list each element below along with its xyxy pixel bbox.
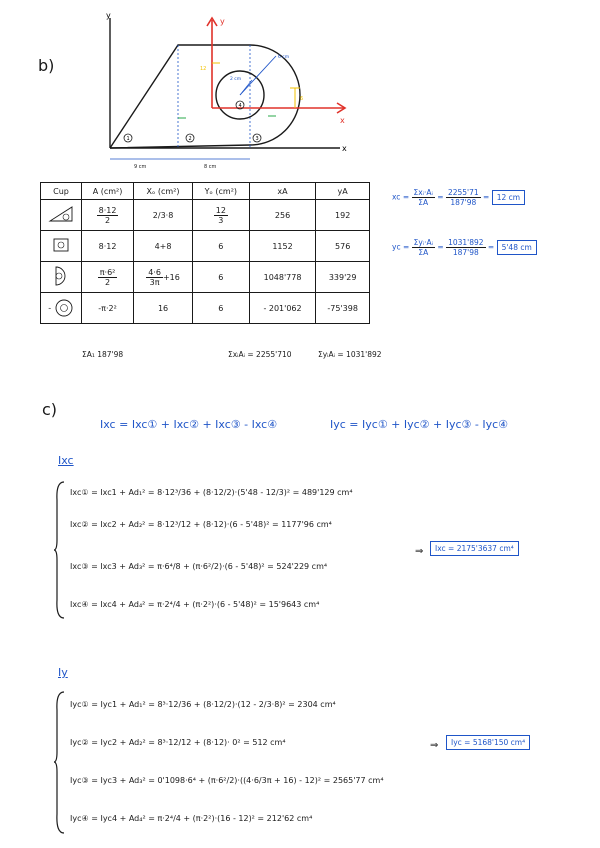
ya-cell: 339'29 <box>316 262 370 293</box>
area-cell: $\frac{8\cdot 12}{2}$ <box>82 200 134 231</box>
ixc-line-2: Ixc② = Ixc2 + Ad₂² = 8·12³/12 + (8·12)·(6 - 5'48)² = 1177'96 cm⁴ <box>70 520 332 529</box>
iyc-result <box>446 738 530 747</box>
yc-value-box: 5'48 cm <box>497 240 537 255</box>
table-header-row <box>41 183 370 200</box>
table-row <box>41 200 370 231</box>
iyc-brace <box>54 690 66 835</box>
table-row <box>41 293 370 324</box>
xa-cell: - 201'062 <box>249 293 316 324</box>
table-row <box>41 262 370 293</box>
ya-cell: 576 <box>316 231 370 262</box>
hole-radius-label: 2 cm <box>230 77 242 82</box>
table-row <box>41 231 370 262</box>
ixc-section-title: Ixc <box>58 454 74 467</box>
dim-left-label: 9 cm <box>134 164 147 170</box>
sum-xa: ΣxᵢAᵢ = 2255'710 <box>228 350 292 359</box>
ya-cell: 192 <box>316 200 370 231</box>
table-header: yA <box>316 183 370 200</box>
ixc-line-3: Ixc③ = Ixc3 + Ad₃² = π·6⁴/8 + (π·6²/2)·(6 - 5'48)² = 524'229 cm⁴ <box>70 562 328 571</box>
table-header: Yₒ (cm²) <box>192 183 249 200</box>
iyc-line-1: Iyc① = Iyc1 + Ad₁² = 8³·12/36 + (8·12/2)·(12 - 2/3·8)² = 2304 cm⁴ <box>70 700 336 709</box>
part-b-label: b) <box>38 56 55 75</box>
area-cell: 8·12 <box>82 231 134 262</box>
iyc-arrow-icon: ⇒ <box>430 740 439 751</box>
composite-shape-diagram <box>90 8 380 173</box>
yo-cell: $\frac{12}{3}$ <box>192 200 249 231</box>
xo-cell: 16 <box>134 293 193 324</box>
ixc-formula: Ixc = Ixc① + Ixc② + Ixc③ - Ixc④ <box>100 418 278 431</box>
xo-cell: 2/3·8 <box>134 200 193 231</box>
piece-1-label: 1 <box>126 136 130 142</box>
xc-value-box: 12 cm <box>492 190 525 205</box>
x-axis-label: x <box>342 144 347 153</box>
area-cell: $\frac{\text{π·6²}}{2}$ <box>82 262 134 293</box>
iyc-line-3: Iyc③ = Iyc3 + Ad₃² = 0'1098·6⁴ + (π·6²/2)·((4·6/3π + 16) - 12)² = 2565'77 cm⁴ <box>70 776 384 785</box>
semicircle-shape-cell <box>41 262 82 293</box>
piece-3-label: 3 <box>255 136 259 142</box>
radius-label: 6 cm <box>278 55 290 60</box>
sum-area: ΣA₁ 187'98 <box>82 350 124 359</box>
hole-radius-line <box>240 80 252 95</box>
xo-cell: $\frac{4\cdot 6}{3\pi}$ +16 <box>134 262 193 293</box>
ixc-line-1: Ixc① = Ixc1 + Ad₁² = 8·12³/36 + (8·12/2)·(5'48 - 12/3)² = 489'129 cm⁴ <box>70 488 353 497</box>
table-header: Xₒ (cm²) <box>134 183 193 200</box>
iyc-line-4: Iyc④ = Iyc4 + Ad₄² = π·2⁴/4 + (π·2²)·(16 - 12)² = 212'62 cm⁴ <box>70 814 313 823</box>
piece-2-label: 2 <box>188 136 192 142</box>
iyc-line-2: Iyc② = Iyc2 + Ad₂² = 8³·12/12 + (8·12)· 0² = 512 cm⁴ <box>70 738 286 747</box>
sum-ya: ΣyᵢAᵢ = 1031'892 <box>318 350 382 359</box>
triangle-shape-cell <box>41 200 82 231</box>
yo-cell: 6 <box>192 293 249 324</box>
ixc-line-4: Ixc④ = Ixc4 + Ad₄² = π·2⁴/4 + (π·2²)·(6 - 5'48)² = 15'9643 cm⁴ <box>70 600 320 609</box>
table-header: xA <box>249 183 316 200</box>
iyc-section-title: Iy <box>58 666 68 679</box>
table-header: A (cm²) <box>82 183 134 200</box>
xc-result: xc = $\frac{\text{Σxᵢ·Aᵢ}}{\Sigma A}$ = $\frac{2255'71}{187'98}$ = 12 cm <box>392 188 525 207</box>
centroid-x-label: x <box>340 116 345 125</box>
dim-right-label: 8 cm <box>204 164 217 170</box>
iyc-result-box: Iyc = 5168'150 cm⁴ <box>446 735 530 750</box>
area-cell: -π·2² <box>82 293 134 324</box>
ixc-result <box>430 544 519 553</box>
yo-cell: 6 <box>192 231 249 262</box>
yo-cell: 6 <box>192 262 249 293</box>
xo-cell: 4+8 <box>134 231 193 262</box>
xa-cell: 256 <box>249 200 316 231</box>
radius-line <box>240 56 276 95</box>
iyc-formula: Iyc = Iyc① + Iyc② + Iyc③ - Iyc④ <box>330 418 509 431</box>
centroid-table <box>40 182 370 324</box>
yellow-dim-h: 12 <box>200 66 207 72</box>
ya-cell: -75'398 <box>316 293 370 324</box>
hole-shape-cell: - <box>41 293 82 324</box>
ixc-arrow-icon: ⇒ <box>415 546 424 557</box>
y-axis-label: y <box>106 11 111 20</box>
ixc-result-box: Ixc = 2175'3637 cm⁴ <box>430 541 519 556</box>
xa-cell: 1048'778 <box>249 262 316 293</box>
xa-cell: 1152 <box>249 231 316 262</box>
ixc-brace <box>54 480 66 620</box>
centroid-y-label: y <box>220 17 225 26</box>
table-header: Cup <box>41 183 82 200</box>
piece-4-label: 4 <box>238 103 242 109</box>
part-c-label: c) <box>42 400 58 419</box>
yellow-dim-yc: 6 <box>300 96 304 102</box>
rectangle-shape-cell <box>41 231 82 262</box>
yc-result: yc = $\frac{\text{Σyᵢ·Aᵢ}}{\Sigma A}$ = $\frac{1031'892}{187'98}$ = 5'48 cm <box>392 238 537 257</box>
